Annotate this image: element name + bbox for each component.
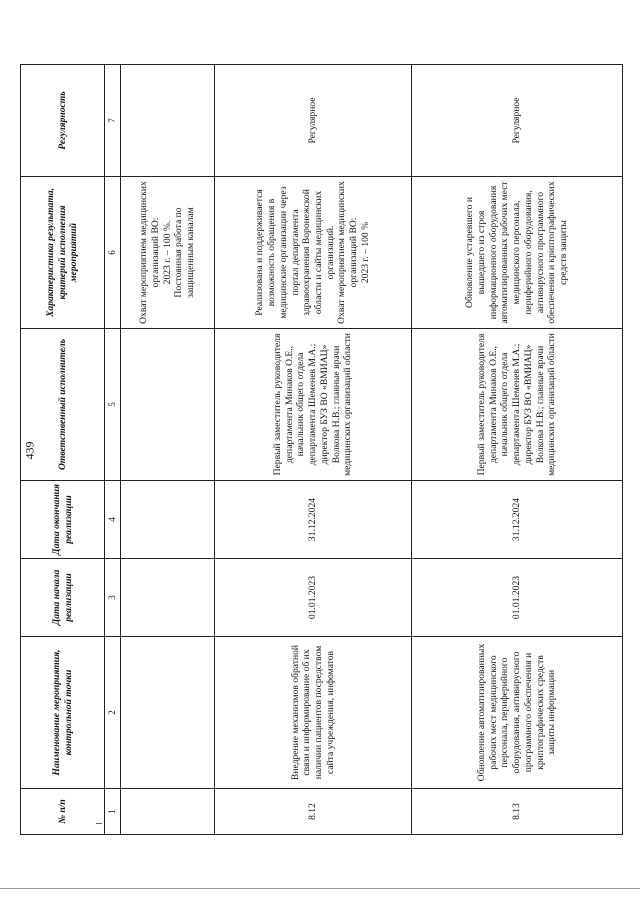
header-cell-regularity: Регулярность — [21, 65, 105, 177]
page-bottom-line — [0, 888, 640, 889]
row-cell-responsible: Первый заместитель руководителя департамента Минаков О.Е., начальник общего отдела департамента Шеменев М.А.; директор БУЗ ВО «ВМИАЦ» Волкова Н.В.; главные врачи медицинских организаций области — [214, 329, 411, 481]
row-cell-start: 01.01.2023 — [214, 559, 411, 637]
row-cell-responsible — [120, 329, 214, 481]
header-row — [21, 65, 105, 835]
column-number: 3 — [105, 559, 121, 637]
header-cell-num: № п/п — [21, 789, 105, 835]
table-row-continued — [120, 65, 214, 835]
column-number: 1 — [105, 789, 121, 835]
result-line: Постоянная работа по защищенным каналам — [173, 207, 197, 298]
column-number-row — [105, 65, 121, 835]
header-cell-name: Наименование мероприятия, контрольной точки — [21, 637, 105, 789]
row-cell-start: 01.01.2023 — [411, 559, 622, 637]
result-line: Охват мероприятием медицинских организаций ВО: — [336, 181, 360, 324]
row-cell-num — [120, 789, 214, 835]
row-cell-result — [411, 177, 622, 329]
header-cell-result: Характеристика результата, критерий исполнения мероприятий — [21, 177, 105, 329]
result-line: 2023 г. – 100 % — [359, 221, 371, 284]
page-number-text: 439 — [22, 441, 37, 459]
column-number: 6 — [105, 177, 121, 329]
header-cell-start: Дата начала реализации — [21, 559, 105, 637]
column-number: 4 — [105, 481, 121, 559]
result-line: 2023 г. – 100 %. — [161, 220, 173, 285]
column-number: 2 — [105, 637, 121, 789]
row-cell-name: Внедрение механизмов обратной связи и информирование об их наличии пациентов посредством сайта учреждения, инфоматов — [214, 637, 411, 789]
result-line: Охват мероприятием медицинских организаций ВО: — [138, 181, 161, 324]
row-cell-name — [120, 637, 214, 789]
row-cell-regularity: Регулярное — [214, 65, 411, 177]
table-header — [21, 65, 121, 835]
row-cell-regularity: Регулярное — [411, 65, 622, 177]
row-cell-name: Обновление автоматизированных рабочих мест медицинского персонала, периферийного оборудования, антивирусного программного обеспечения и криптографических средств защиты информации — [411, 637, 622, 789]
row-cell-start — [120, 559, 214, 637]
result-line: Реализована и поддерживается возможность обращения в медицинские организации через портал департамента здравоохранения Воронежской области и сайты медицинских организаций. — [254, 186, 336, 319]
row-cell-responsible: Первый заместитель руководителя департамента Минаков О.Е., начальник общего отдела департамента Шеменев М.А.; директор БУЗ ВО «ВМИАЦ» Волкова Н.В.; главные врачи медицинских организаций области — [411, 329, 622, 481]
rotated-page-content — [20, 65, 618, 835]
column-number: 7 — [105, 65, 121, 177]
header-cell-responsible: Ответственный исполнитель — [21, 329, 105, 481]
row-cell-num: 8.13 — [411, 789, 622, 835]
row-cell-end: 31.12.2024 — [411, 481, 622, 559]
row-cell-end — [120, 481, 214, 559]
row-cell-result — [214, 177, 411, 329]
header-cell-end: Дата окончания реализации — [21, 481, 105, 559]
row-cell-result — [120, 177, 214, 329]
column-number: 5 — [105, 329, 121, 481]
row-cell-end: 31.12.2024 — [214, 481, 411, 559]
table-row-8-12 — [214, 65, 411, 835]
row-cell-num: 8.12 — [214, 789, 411, 835]
table-row-8-13 — [411, 65, 622, 835]
row-cell-regularity — [120, 65, 214, 177]
measures-table — [20, 64, 623, 835]
result-line: Обновление устаревшего и вышедшего из строя информационного оборудования автоматизированных рабочих мест медицинского персонала, периферийного оборудования, антивирусного программного обеспечения и криптографических средств защиты — [464, 181, 569, 324]
